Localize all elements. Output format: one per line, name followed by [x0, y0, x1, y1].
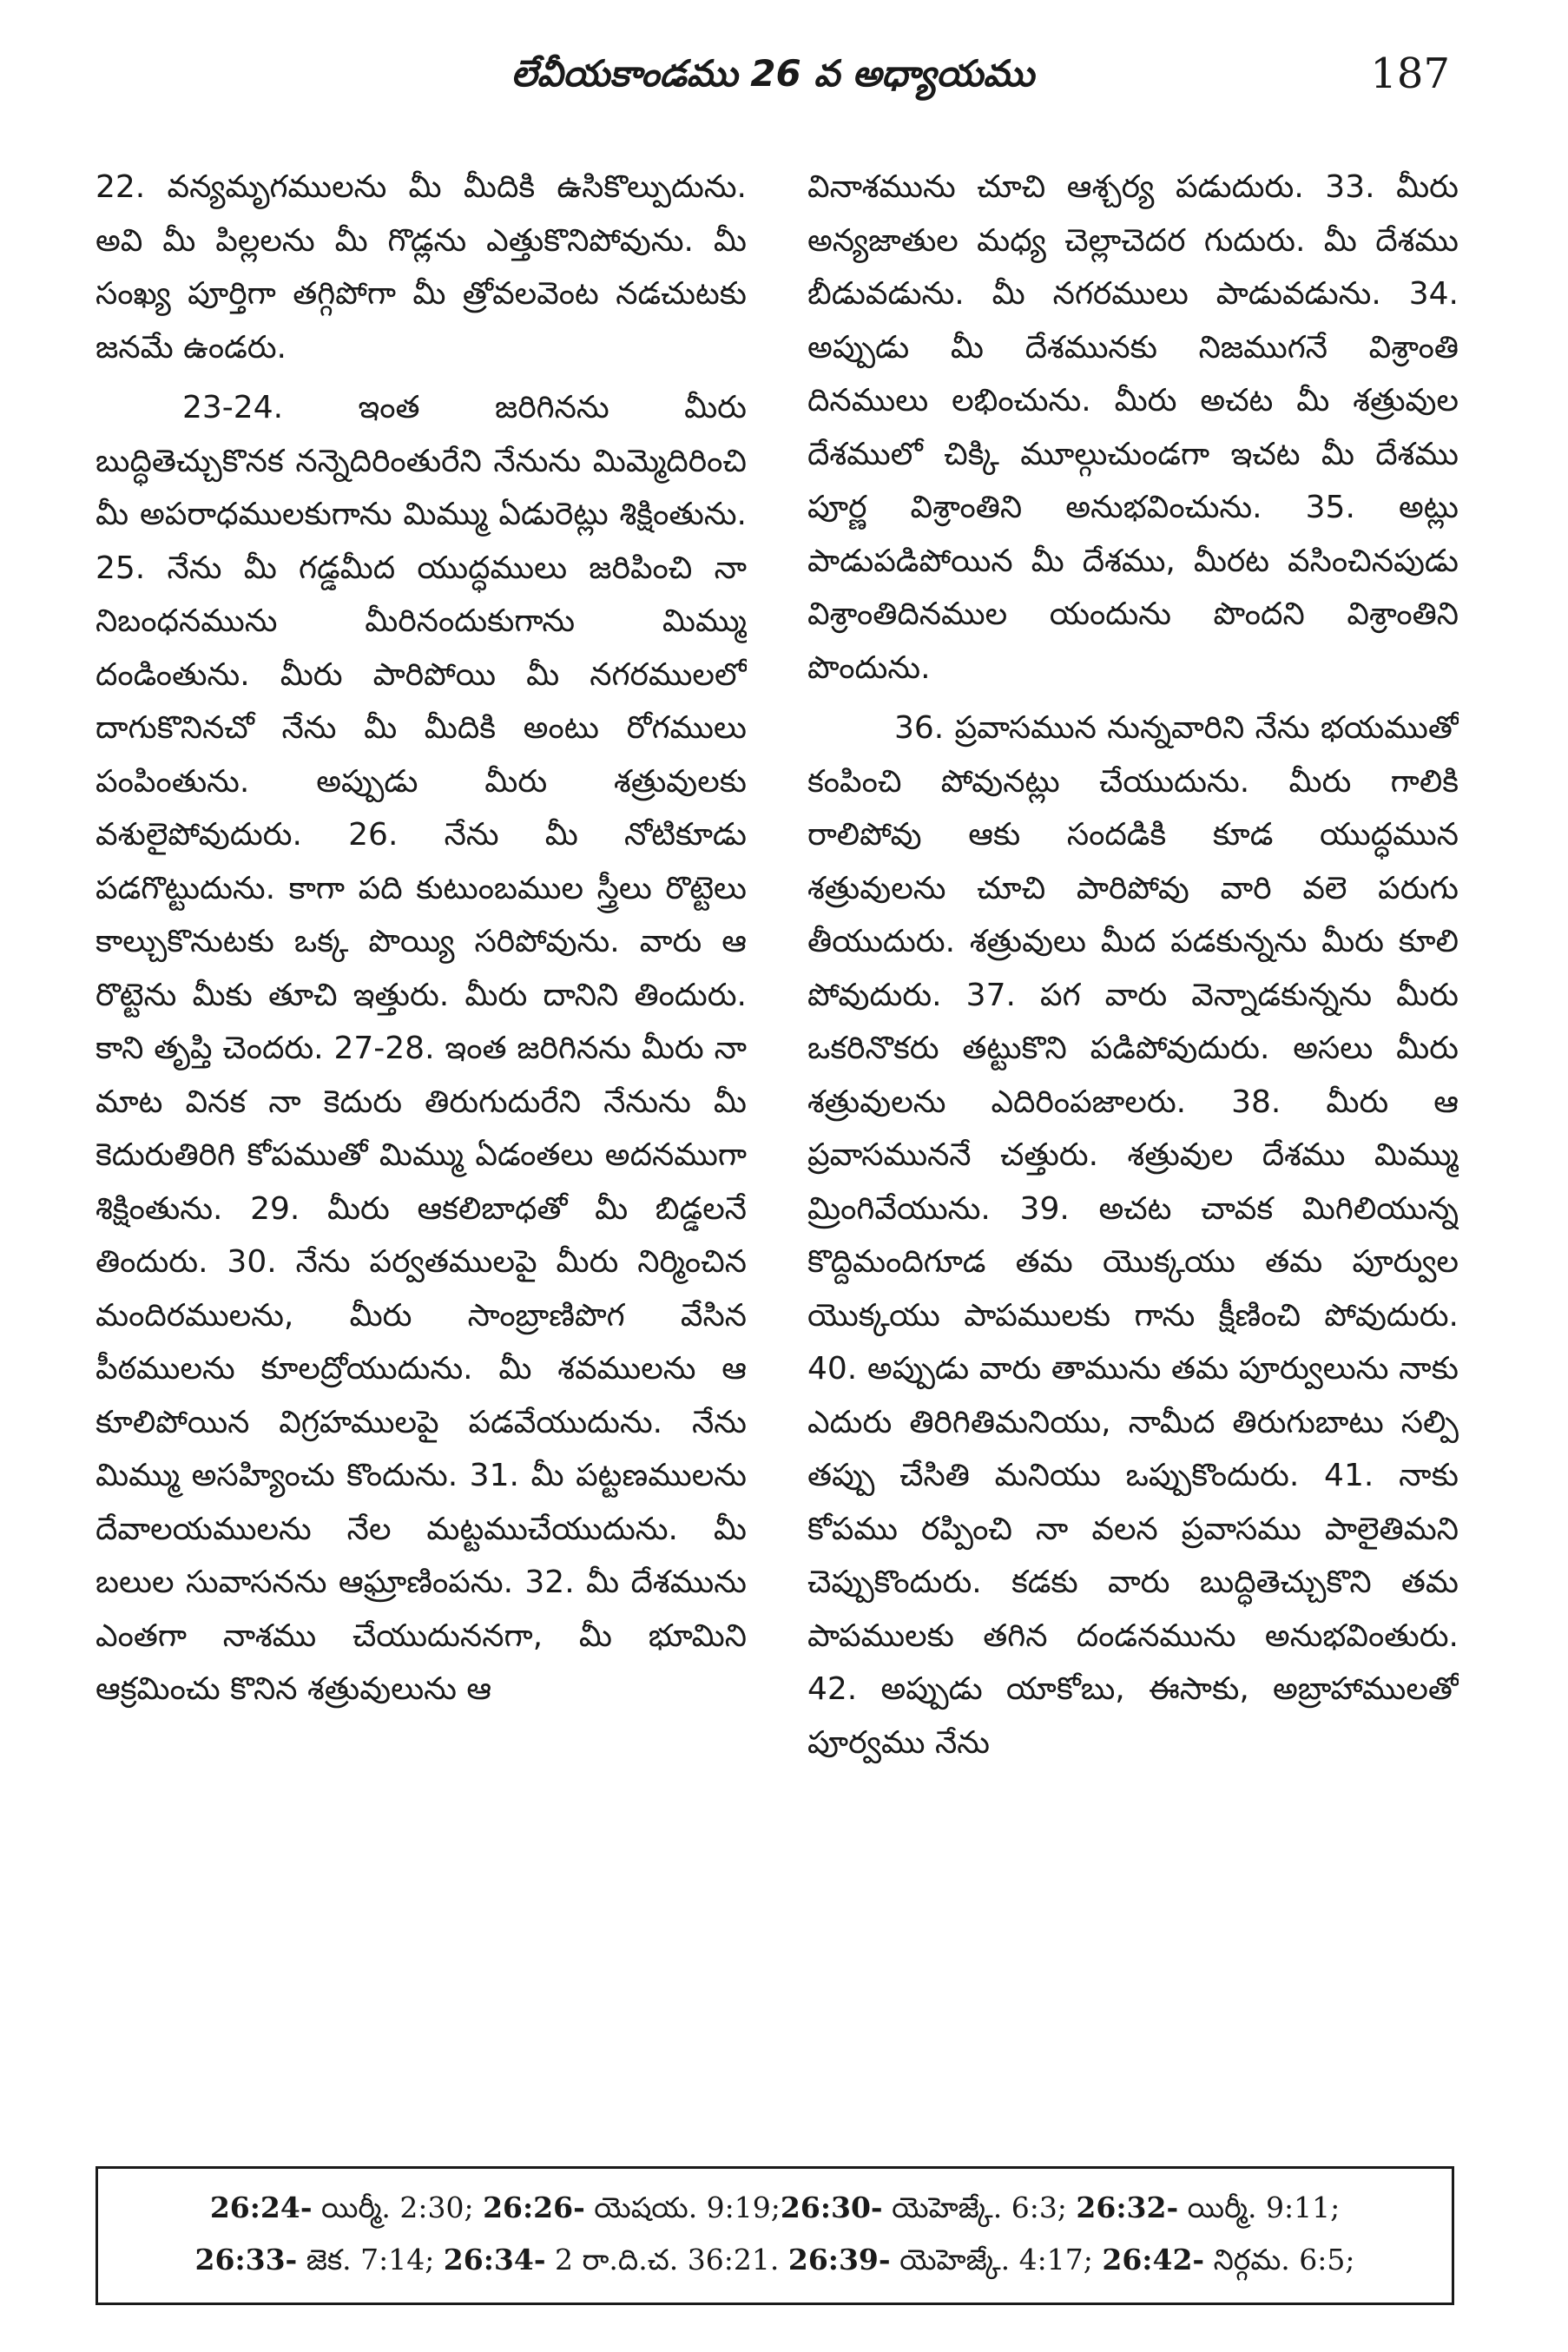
paragraph: 36. ప్రవాసమున నున్నవారిని నేను భయముతో కంపించి పోవునట్లు చేయుదును. మీరు గాలికి రాలిపోవు ఆకు సందడికి కూడ యుద్ధమున శత్రువులను చూచి పారిపోవు వారి వలె పరుగు తీయుదురు. శత్రువులు మీద పడకున్నను మీరు కూలి పోవుదురు. 37. పగ వారు వెన్నాడకున్నను మీరు ఒకరినొకరు తట్టుకొని పడిపోవుదురు. అసలు మీరు శత్రువులను ఎదిరింపజాలరు. 38. మీరు ఆ ప్రవాసముననే చత్తురు. శత్రువుల దేశము మిమ్ము మ్రింగివేయును. 39. అచట చావక మిగిలియున్న కొద్దిమందిగూడ తమ యొక్కయు తమ పూర్వుల యొక్కయు పాపములకు గాను క్షీణించి పోవుదురు. 40. అప్పుడు వారు తామును తమ పూర్వులును నాకు ఎదురు తిరిగితిమనియు, నామీద తిరుగుబాటు సల్పి తప్పు చేసితి మనియు ఒప్పుకొందురు. 41. నాకు కోపము రప్పించి నా వలన ప్రవాసము పాలైతిమని చెప్పుకొందురు. కడకు వారు బుద్ధితెచ్చుకొని తమ పాపములకు తగిన దండనమును అనుభవింతురు. 42. అప్పుడు యాకోబు, ఈసాకు, అబ్రాహాములతో పూర్వము నేను: [807, 710, 1459, 1761]
text-columns: [96, 161, 1459, 2158]
reference-citation: 2 రా.ది.చ. 36:21.: [545, 2243, 788, 2276]
left-column: [96, 161, 747, 2158]
cross-references-box: [96, 2166, 1454, 2305]
reference-citation: యెహెజ్కే. 4:17;: [890, 2243, 1103, 2276]
page-number: 187: [1370, 49, 1450, 98]
reference-verse: 26:39-: [787, 2243, 891, 2276]
reference-verse: 26:26-: [483, 2191, 585, 2224]
reference-verse: 26:33-: [194, 2243, 298, 2276]
reference-verse: 26:34-: [443, 2243, 546, 2276]
chapter-title: లేవీయకాండము 26 వ అధ్యాయము: [511, 52, 1035, 95]
reference-citation: యెషయ. 9:19;: [584, 2191, 781, 2224]
paragraph: 23-24. ఇంత జరిగినను మీరు బుద్ధితెచ్చుకొనక నన్నెదిరింతురేని నేనును మిమ్మెదిరించి మీ అపరాధములకుగాను మిమ్ము ఏడురెట్లు శిక్షింతును. 25. నేను మీ గడ్డమీద యుద్ధములు జరిపించి నా నిబంధనమును మీరినందుకుగాను మిమ్ము దండింతును. మీరు పారిపోయి మీ నగరములలో దాగుకొనినచో నేను మీ మీదికి అంటు రోగములు పంపింతును. అప్పుడు మీరు శత్రువులకు వశులైపోవుదురు. 26. నేను మీ నోటికూడు పడగొట్టుదును. కాగా పది కుటుంబముల స్త్రీలు రొట్టెలు కాల్చుకొనుటకు ఒక్క పొయ్యి సరిపోవును. వారు ఆ రొట్టెను మీకు తూచి ఇత్తురు. మీరు దానిని తిందురు. కాని తృప్తి చెందరు. 27-28. ఇంత జరిగినను మీరు నా మాట వినక నా కెదురు తిరుగుదురేని నేనును మీ కెదురుతిరిగి కోపముతో మిమ్ము ఏడంతలు అదనముగా శిక్షింతును. 29. మీరు ఆకలిబాధతో మీ బిడ్డలనే తిందురు. 30. నేను పర్వతములపై మీరు నిర్మించిన మందిరములను, మీరు సాంబ్రాణిపొగ వేసిన పీఠములను కూలద్రోయుదును. మీ శవములను ఆ కూలిపోయిన విగ్రహములపై పడవేయుదును. నేను మిమ్ము అసహ్యించు కొందును. 31. మీ పట్టణములను దేవాలయములను నేల మట్టముచేయుదును. మీ బలుల సువాసనను ఆఘ్రాణింపను. 32. మీ దేశమును ఎంతగా నాశము చేయుదుననగా, మీ భూమిని ఆక్రమించు కొనిన శత్రువులును ఆ: [96, 390, 747, 1707]
page-header: [96, 35, 1450, 113]
paragraph: 22. వన్యమృగములను మీ మీదికి ఉసికొల్పుదును. అవి మీ పిల్లలను మీ గొడ్లను ఎత్తుకొనిపోవును. మీ సంఖ్య పూర్తిగా తగ్గిపోగా మీ త్రోవలవెంట నడచుటకు జనమే ఉండరు.: [96, 169, 747, 366]
reference-citation: యిర్మీ. 9:11;: [1178, 2191, 1341, 2224]
reference-verse: 26:32-: [1076, 2191, 1179, 2224]
reference-line-1: [115, 2182, 1434, 2234]
reference-citation: జెక. 7:14;: [297, 2243, 444, 2276]
paragraph: వినాశమును చూచి ఆశ్చర్య పడుదురు. 33. మీరు అన్యజాతుల మధ్య చెల్లాచెదర గుదురు. మీ దేశము బీడువడును. మీ నగరములు పాడువడును. 34. అప్పుడు మీ దేశమునకు నిజముగనే విశ్రాంతి దినములు లభించును. మీరు అచట మీ శత్రువుల దేశములో చిక్కి మూల్గుచుండగా ఇచట మీ దేశము పూర్ణ విశ్రాంతిని అనుభవించును. 35. అట్లు పాడుపడిపోయిన మీ దేశము, మీరట వసించినపుడు విశ్రాంతిదినముల యందును పొందని విశ్రాంతిని పొందును.: [807, 169, 1459, 686]
reference-citation: యెహెజ్కే. 6:3;: [882, 2191, 1077, 2224]
reference-line-2: [115, 2234, 1434, 2286]
reference-verse: 26:42-: [1102, 2243, 1205, 2276]
right-column: [807, 161, 1459, 2158]
reference-citation: యిర్మీ. 2:30;: [312, 2191, 484, 2224]
reference-verse: 26:24-: [209, 2191, 313, 2224]
reference-verse: 26:30-: [780, 2191, 883, 2224]
reference-citation: నిర్గమ. 6:5;: [1204, 2243, 1355, 2276]
